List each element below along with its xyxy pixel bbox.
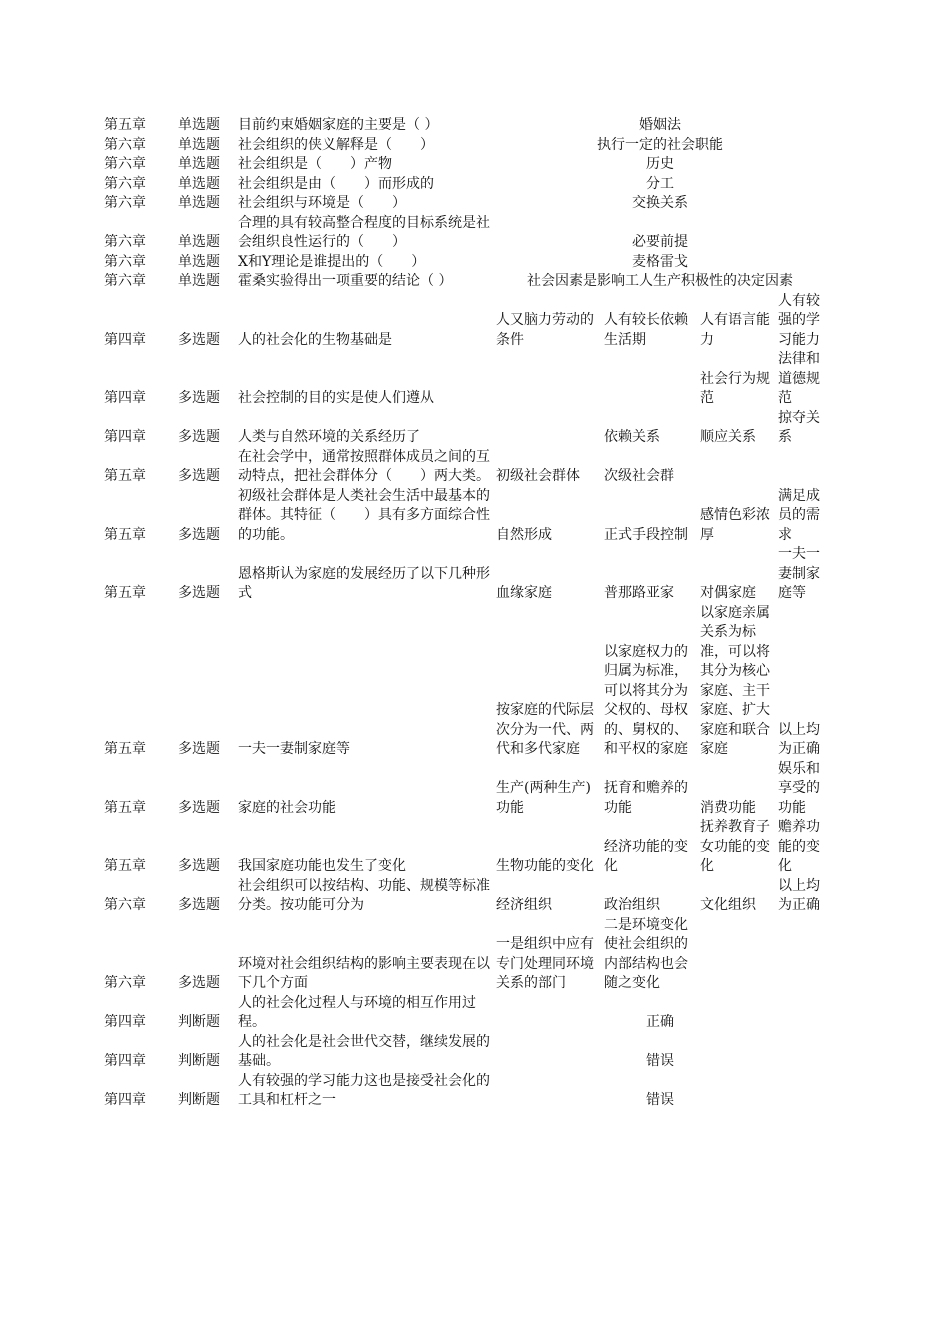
- option-cell: 对偶家庭: [700, 585, 756, 601]
- question-table: [104, 116, 824, 1111]
- question-cell: 一夫一妻制家庭等: [238, 741, 350, 757]
- option-cell: [778, 448, 824, 487]
- answer-cell: 错误: [646, 1053, 674, 1069]
- question-cell: 社会组织是（ ）产物: [238, 156, 392, 172]
- question-cell: X和Y理论是谁提出的（ ）: [238, 253, 426, 270]
- chapter-cell: 第四章: [104, 1014, 146, 1030]
- chapter-cell: 第六章: [104, 234, 146, 250]
- chapter-cell: 第六章: [104, 195, 146, 211]
- option-cell: 以上均为正确: [778, 877, 820, 913]
- option-cell: 以家庭亲属关系为标准，可以将其分为核心家庭、主干家庭、扩大家庭和联合家庭: [700, 604, 770, 757]
- option-cell: 娱乐和享受的功能: [778, 760, 820, 816]
- type-cell: 单选题: [178, 273, 220, 289]
- answer-cell: 正确: [646, 1014, 674, 1030]
- option-cell: 满足成员的需求: [778, 487, 820, 543]
- type-cell: 单选题: [178, 234, 220, 250]
- option-cell: 文化组织: [700, 897, 756, 913]
- option-cell: 人有较强的学习能力: [778, 292, 820, 348]
- chapter-cell: 第六章: [104, 175, 146, 192]
- question-cell: 社会控制的目的实是使人们遵从: [238, 390, 434, 406]
- type-cell: 单选题: [178, 117, 220, 133]
- option-cell: 一夫一妻制家庭等: [778, 546, 820, 601]
- option-cell: [604, 350, 700, 409]
- option-cell: 血缘家庭: [496, 585, 552, 601]
- type-cell: 单选题: [178, 253, 220, 270]
- table-row: [104, 448, 824, 487]
- chapter-cell: 第五章: [104, 585, 146, 601]
- table-row: [104, 760, 824, 819]
- table-row: [104, 1033, 824, 1072]
- option-cell: [700, 448, 778, 487]
- question-cell: 社会组织与环境是（ ）: [238, 195, 406, 211]
- option-cell: 二是环境变化使社会组织的内部结构也会随之变化: [604, 916, 688, 991]
- table-row: [104, 175, 824, 195]
- table-row: [104, 487, 824, 546]
- chapter-cell: 第六章: [104, 897, 146, 913]
- answer-cell: 麦格雷戈: [632, 253, 688, 270]
- table-row: [104, 877, 824, 916]
- type-cell: 多选题: [178, 468, 220, 484]
- table-row: [104, 916, 824, 994]
- option-cell: 感情色彩浓厚: [700, 507, 770, 543]
- option-cell: 经济组织: [496, 897, 552, 913]
- chapter-cell: 第五章: [104, 741, 146, 757]
- type-cell: 单选题: [178, 175, 220, 192]
- question-cell: 初级社会群体是人类社会生活中最基本的群体。其特征（ ）具有多方面综合性的功能。: [238, 487, 490, 543]
- option-cell: 人有语言能力: [700, 312, 770, 348]
- question-cell: 恩格斯认为家庭的发展经历了以下几种形式: [238, 565, 490, 601]
- chapter-cell: 第六章: [104, 156, 146, 172]
- table-row: [104, 272, 824, 292]
- answer-cell: 婚姻法: [639, 117, 681, 133]
- chapter-cell: 第四章: [104, 1053, 146, 1069]
- chapter-cell: 第四章: [104, 331, 146, 348]
- chapter-cell: 第六章: [104, 253, 146, 270]
- option-cell: [496, 350, 604, 409]
- option-cell: 消费功能: [700, 799, 756, 816]
- chapter-cell: 第五章: [104, 858, 146, 874]
- table-row: [104, 994, 824, 1033]
- option-cell: 以上均为正确: [778, 721, 820, 757]
- question-cell: 人有较强的学习能力这也是接受社会化的工具和杠杆之一: [238, 1072, 490, 1108]
- option-cell: 一是组织中应有专门处理同环境关系的部门: [496, 936, 594, 991]
- table-row: [104, 545, 824, 604]
- answer-cell: 社会因素是影响工人生产积极性的决定因素: [527, 273, 793, 289]
- type-cell: 多选题: [178, 858, 220, 874]
- table-row: [104, 155, 824, 175]
- option-cell: 初级社会群体: [496, 468, 580, 484]
- table-row: [104, 136, 824, 156]
- table-row: [104, 116, 824, 136]
- question-cell: 人的社会化的生物基础是: [238, 331, 392, 348]
- question-cell: 霍桑实验得出一项重要的结论（ ）: [238, 273, 453, 289]
- type-cell: 多选题: [178, 975, 220, 991]
- question-cell: 家庭的社会功能: [238, 799, 336, 816]
- type-cell: 多选题: [178, 390, 220, 406]
- option-cell: 依赖关系: [604, 429, 660, 445]
- question-cell: 目前约束婚姻家庭的主要是（ ）: [238, 117, 439, 133]
- chapter-cell: 第五章: [104, 799, 146, 816]
- chapter-cell: 第六章: [104, 975, 146, 991]
- option-cell: [778, 916, 824, 994]
- option-cell: [496, 409, 604, 448]
- option-cell: 经济功能的变化: [604, 838, 688, 874]
- type-cell: 多选题: [178, 799, 220, 816]
- type-cell: 多选题: [178, 741, 220, 757]
- table-row: [104, 214, 824, 253]
- question-cell: 社会组织的侠义解释是（ ）: [238, 136, 434, 153]
- type-cell: 多选题: [178, 585, 220, 601]
- table-row: [104, 253, 824, 273]
- question-cell: 合理的具有较高整合程度的目标系统是社会组织良性运行的（ ）: [238, 214, 490, 250]
- question-table-body: [104, 116, 824, 1111]
- option-cell: 抚育和赡养的功能: [604, 780, 688, 816]
- table-row: [104, 350, 824, 409]
- type-cell: 判断题: [178, 1014, 220, 1030]
- table-row: [104, 292, 824, 351]
- option-cell: 抚养教育子女功能的变化: [700, 819, 770, 874]
- question-cell: 在社会学中，通常按照群体成员之间的互动特点，把社会群体分（ ）两大类。: [238, 448, 490, 484]
- option-cell: 以家庭权力的归属为标准，可以将其分为父权的、母权的、舅权的、和平权的家庭: [604, 643, 688, 757]
- option-cell: 顺应关系: [700, 429, 756, 445]
- question-cell: 我国家庭功能也发生了变化: [238, 858, 406, 874]
- question-cell: 人的社会化是社会世代交替，继续发展的基础。: [238, 1033, 490, 1069]
- type-cell: 多选题: [178, 897, 220, 913]
- option-cell: 掠夺关系: [778, 409, 820, 445]
- chapter-cell: 第四章: [104, 429, 146, 445]
- chapter-cell: 第六章: [104, 136, 146, 153]
- type-cell: 单选题: [178, 195, 220, 211]
- option-cell: 生物功能的变化: [496, 858, 594, 874]
- chapter-cell: 第五章: [104, 526, 146, 543]
- chapter-cell: 第五章: [104, 468, 146, 484]
- option-cell: [700, 916, 778, 994]
- type-cell: 单选题: [178, 156, 220, 172]
- answer-cell: 必要前提: [632, 234, 688, 250]
- option-cell: 次级社会群: [604, 468, 674, 484]
- option-cell: 自然形成: [496, 526, 552, 543]
- table-row: [104, 818, 824, 877]
- type-cell: 判断题: [178, 1053, 220, 1069]
- question-cell: 人的社会化过程人与环境的相互作用过程。: [238, 994, 476, 1030]
- table-row: [104, 409, 824, 448]
- question-cell: 环境对社会组织结构的影响主要表现在以下几个方面: [238, 955, 490, 991]
- option-cell: 生产(两种生产)功能: [496, 780, 591, 816]
- chapter-cell: 第四章: [104, 390, 146, 406]
- option-cell: 法律和道德规范: [778, 351, 820, 406]
- answer-cell: 历史: [646, 156, 674, 172]
- chapter-cell: 第四章: [104, 1092, 146, 1108]
- type-cell: 多选题: [178, 526, 220, 543]
- option-cell: 社会行为规范: [700, 370, 770, 406]
- chapter-cell: 第六章: [104, 273, 146, 289]
- answer-cell: 交换关系: [632, 195, 688, 211]
- option-cell: 政治组织: [604, 897, 660, 913]
- type-cell: 判断题: [178, 1092, 220, 1108]
- type-cell: 多选题: [178, 331, 220, 348]
- question-cell: 社会组织是由（ ）而形成的: [238, 175, 434, 192]
- table-row: [104, 1072, 824, 1111]
- option-cell: 人有较长依赖生活期: [604, 312, 688, 348]
- question-cell: 社会组织可以按结构、功能、规模等标准分类。按功能可分为: [238, 877, 490, 913]
- table-row: [104, 604, 824, 760]
- option-cell: 正式手段控制: [604, 526, 688, 543]
- table-row: [104, 194, 824, 214]
- answer-cell: 分工: [646, 175, 674, 192]
- option-cell: 普那路亚家: [604, 585, 674, 601]
- type-cell: 多选题: [178, 429, 220, 445]
- type-cell: 单选题: [178, 136, 220, 153]
- option-cell: 赡养功能的变化: [778, 819, 820, 874]
- option-cell: 按家庭的代际层次分为一代、两代和多代家庭: [496, 702, 594, 757]
- question-cell: 人类与自然环境的关系经历了: [238, 429, 420, 445]
- chapter-cell: 第五章: [104, 117, 146, 133]
- option-cell: 人又脑力劳动的条件: [496, 312, 594, 348]
- answer-cell: 执行一定的社会职能: [597, 136, 723, 153]
- answer-cell: 错误: [646, 1092, 674, 1108]
